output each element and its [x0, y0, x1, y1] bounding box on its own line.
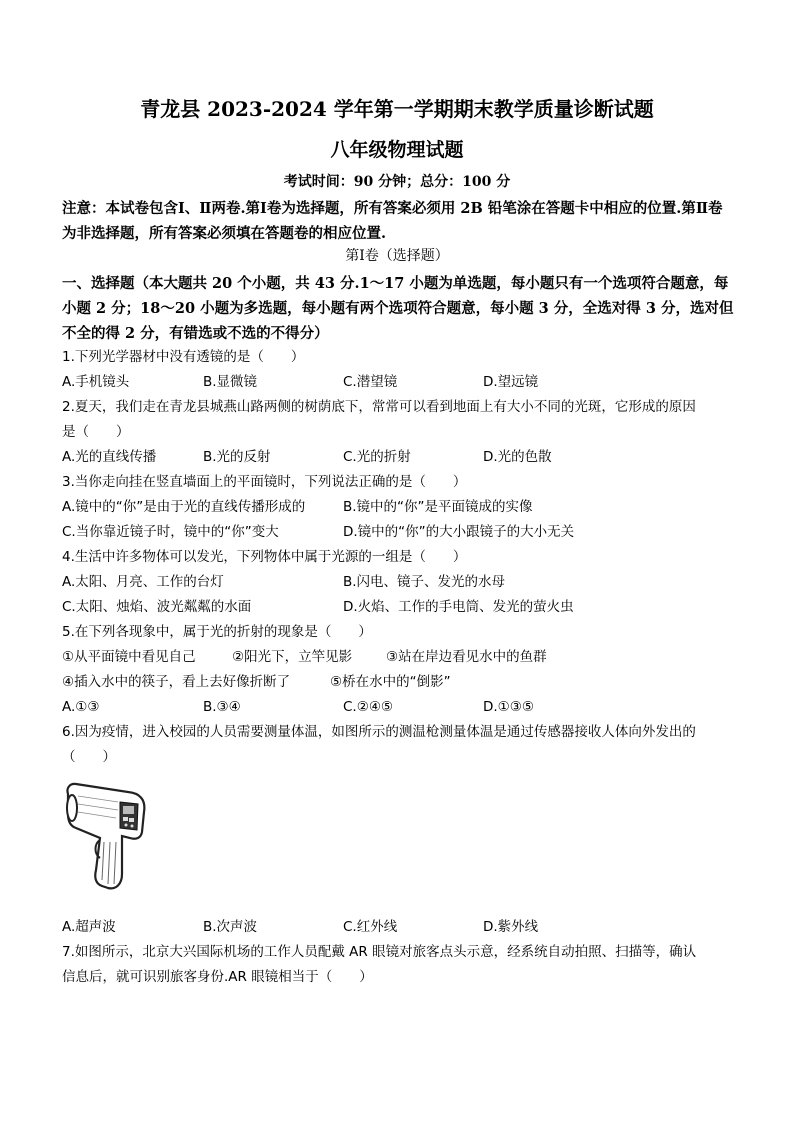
question-3-option-b: B.镜中的“你”是平面镜成的实像 — [343, 499, 533, 515]
question-2-option-c: C.光的折射 — [343, 449, 411, 465]
question-5-item-2: ②阳光下，立竿见影 — [232, 649, 353, 665]
question-5-item-4: ④插入水中的筷子，看上去好像折断了 — [62, 674, 291, 690]
question-7-stem: 7.如图所示，北京大兴国际机场的工作人员配戴 AR 眼镜对旅客点头示意，经系统自动拍照、扫描等，确认 — [62, 944, 697, 960]
question-5-item-3: ③站在岸边看见水中的鱼群 — [386, 649, 547, 665]
question-1-stem: 1.下列光学器材中没有透镜的是（ ） — [62, 349, 305, 365]
section-instructions: 一、选择题（本大题共 20 个小题，共 43 分.1～17 小题为单选题，每小题只有一个选项符合题意，每小题 2 分；18～20 小题为多选题，每小题有两个选项符合题意，每小题 3 分，全选对得 3 分，选对但不全的得 2 分，有错选或不选的不得分） — [62, 275, 734, 342]
question-6-option-c: C.红外线 — [343, 919, 398, 935]
question-4-option-c: C.太阳、烛焰、波光粼粼的水面 — [62, 599, 252, 615]
question-2-option-a: A.光的直线传播 — [62, 449, 157, 465]
question-5-item-1: ①从平面镜中看见自己 — [62, 649, 196, 665]
question-1-option-a: A.手机镜头 — [62, 374, 130, 390]
question-5-stem: 5.在下列各现象中，属于光的折射的现象是（ ） — [62, 624, 372, 640]
question-6-stem-cont: （ ） — [62, 749, 116, 765]
question-5-option-d: D.①③⑤ — [483, 699, 534, 715]
question-2-stem-cont: 是（ ） — [62, 424, 130, 440]
question-4-option-a: A.太阳、月亮、工作的台灯 — [62, 574, 224, 590]
question-1-option-d: D.望远镜 — [483, 374, 539, 390]
section-title: 第Ⅰ卷（选择题） — [345, 248, 449, 264]
question-1-option-c: C.潜望镜 — [343, 374, 398, 390]
question-5-option-a: A.①③ — [62, 699, 100, 715]
thermometer-gun-icon — [62, 780, 152, 898]
exam-title: 青龙县 2023-2024 学年第一学期期末教学质量诊断试题 — [140, 97, 654, 121]
question-4-option-d: D.火焰、工作的手电筒、发光的萤火虫 — [343, 599, 574, 615]
question-6-option-d: D.紫外线 — [483, 919, 539, 935]
question-3-stem: 3.当你走向挂在竖直墙面上的平面镜时，下列说法正确的是（ ） — [62, 474, 467, 490]
question-3-option-a: A.镜中的“你”是由于光的直线传播形成的 — [62, 499, 306, 515]
question-2-stem: 2.夏天，我们走在青龙县城燕山路两侧的树荫底下，常常可以看到地面上有大小不同的光斑，它形成的原因 — [62, 399, 696, 415]
question-4-stem: 4.生活中许多物体可以发光，下列物体中属于光源的一组是（ ） — [62, 549, 467, 565]
question-4-option-b: B.闪电、镜子、发光的水母 — [343, 574, 506, 590]
question-5-item-5: ⑤桥在水中的“倒影” — [330, 674, 451, 690]
question-1-option-b: B.显微镜 — [203, 374, 258, 390]
question-3-option-d: D.镜中的“你”的大小跟镜子的大小无关 — [343, 524, 575, 540]
question-6-option-b: B.次声波 — [203, 919, 258, 935]
question-2-option-b: B.光的反射 — [203, 449, 271, 465]
question-6-option-a: A.超声波 — [62, 919, 116, 935]
exam-meta: 考试时间：90 分钟；总分：100 分 — [283, 174, 511, 190]
question-5-option-c: C.②④⑤ — [343, 699, 394, 715]
question-7-stem-cont: 信息后，就可识别旅客身份.AR 眼镜相当于（ ） — [62, 969, 373, 985]
exam-notice: 注意：本试卷包含Ⅰ、Ⅱ两卷.第Ⅰ卷为选择题，所有答案必须用 2B 铅笔涂在答题卡中相应的位置.第Ⅱ卷为非选择题，所有答案必须填在答题卷的相应位置. — [62, 200, 723, 242]
exam-subtitle: 八年级物理试题 — [330, 139, 464, 161]
question-2-option-d: D.光的色散 — [483, 449, 552, 465]
question-5-option-b: B.③④ — [203, 699, 241, 715]
question-3-option-c: C.当你靠近镜子时，镜中的“你”变大 — [62, 524, 279, 540]
question-6-stem: 6.因为疫情，进入校园的人员需要测量体温，如图所示的测温枪测量体温是通过传感器接收人体向外发出的 — [62, 724, 696, 740]
